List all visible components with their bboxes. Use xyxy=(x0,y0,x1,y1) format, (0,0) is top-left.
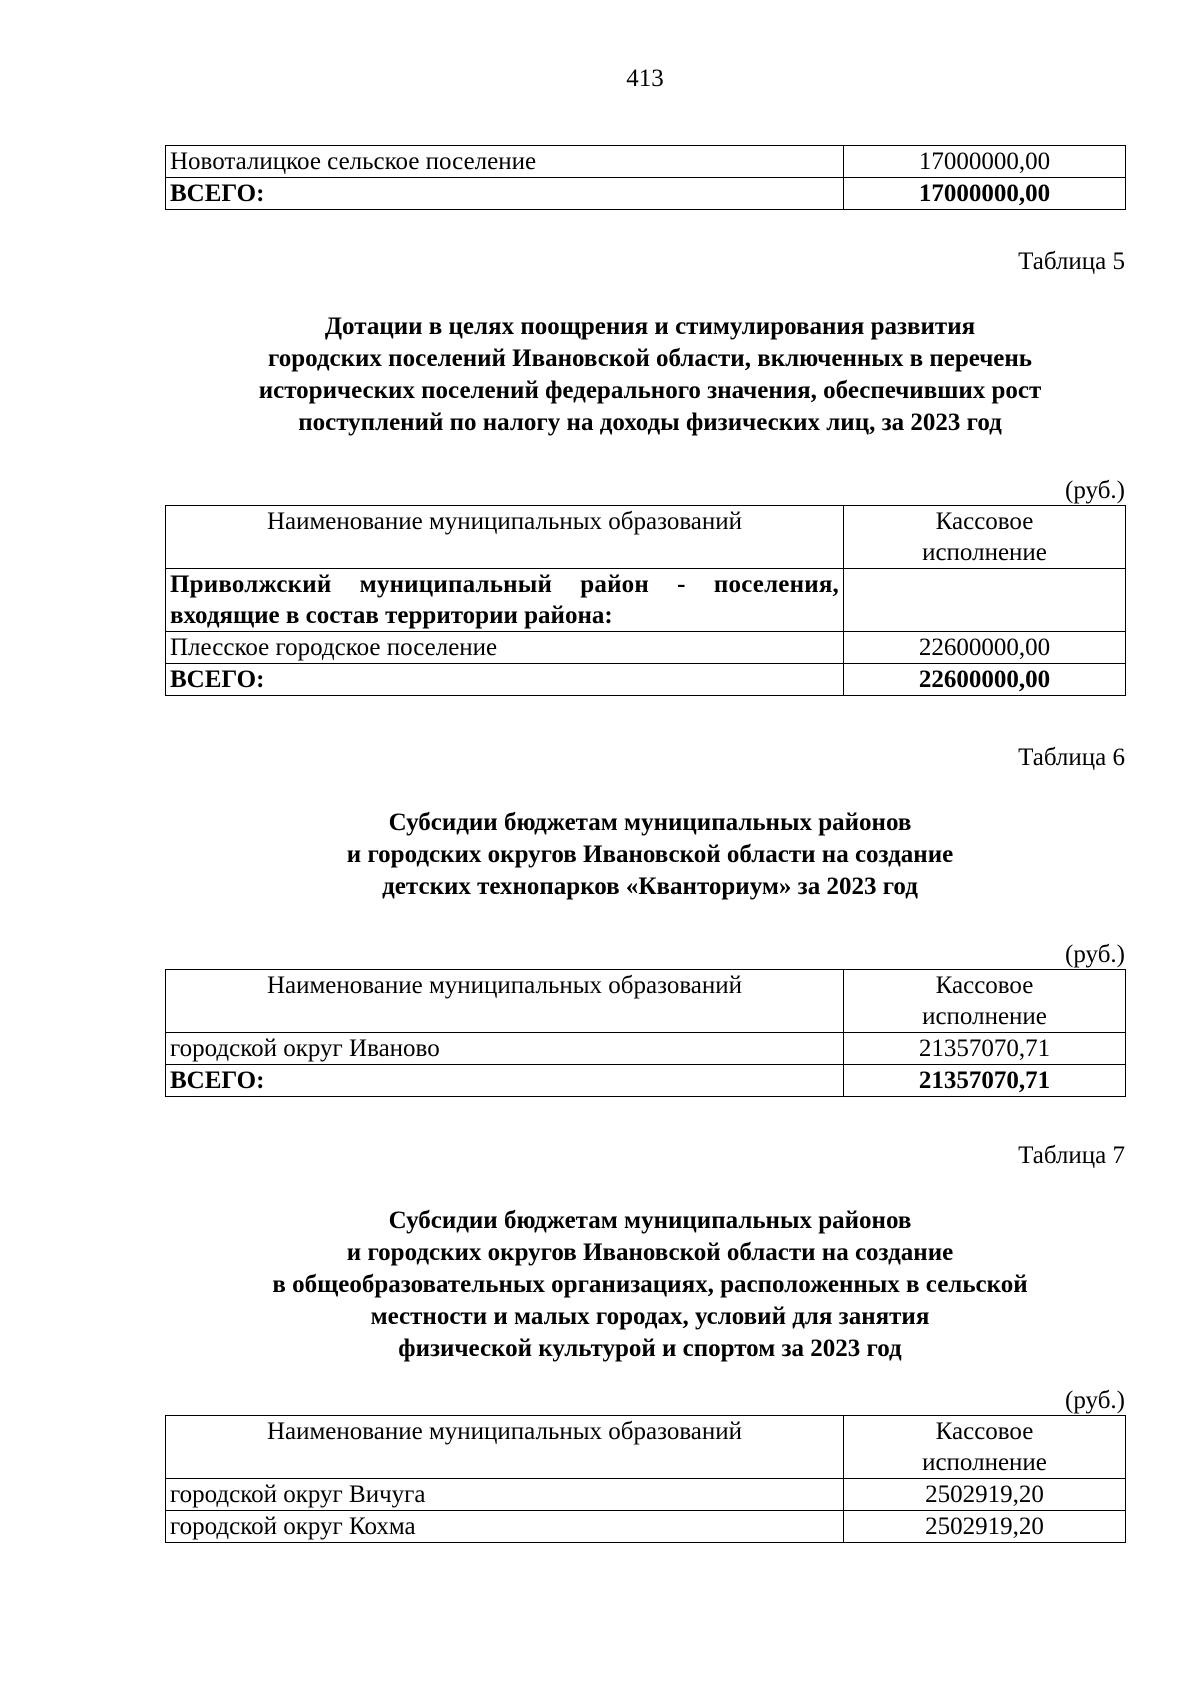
row-name: Новоталицкое сельское поселение xyxy=(166,146,844,178)
row-value: 21357070,71 xyxy=(844,1033,1126,1065)
row-name: городской округ Вичуга xyxy=(166,1479,844,1511)
header-value xyxy=(844,1416,1126,1479)
table7-unit: (руб.) xyxy=(1065,1387,1125,1414)
header-name: Наименование муниципальных образований xyxy=(166,970,844,1033)
table7-label: Таблица 7 xyxy=(1018,1142,1125,1169)
total-value: 21357070,71 xyxy=(844,1065,1126,1097)
title-line: местности и малых городах, условий для занятия xyxy=(370,1303,930,1330)
header-value-line: Кассовое xyxy=(935,1418,1034,1445)
total-row xyxy=(166,664,1126,696)
title-line: Субсидии бюджетам муниципальных районов xyxy=(388,1207,912,1234)
group-line: входящие в состав территории района: xyxy=(170,602,613,629)
group-value xyxy=(844,569,1126,632)
group-row xyxy=(166,569,1126,632)
total-label: ВСЕГО: xyxy=(166,664,844,696)
table6-label: Таблица 6 xyxy=(1018,744,1125,771)
total-row xyxy=(166,1065,1126,1097)
table-row xyxy=(166,632,1126,664)
title-line: физической культурой и спортом за 2023 год xyxy=(398,1335,902,1362)
header-value-line: Кассовое xyxy=(935,508,1034,535)
table-row xyxy=(166,1511,1126,1543)
group-line: Приволжский муниципальный район - поселения, xyxy=(170,571,839,598)
header-value xyxy=(844,970,1126,1033)
table5 xyxy=(165,505,1125,696)
row-name: Плесское городское поселение xyxy=(166,632,844,664)
title-line: в общеобразовательных организациях, расположенных в сельской xyxy=(272,1271,1028,1298)
table5-title xyxy=(140,311,1160,439)
title-line: исторических поселений федерального значения, обеспечивших рост xyxy=(258,377,1042,404)
table7-title xyxy=(140,1205,1160,1365)
table-header xyxy=(166,506,1126,569)
header-value-line: исполнение xyxy=(922,1449,1047,1476)
total-value: 17000000,00 xyxy=(844,178,1126,210)
table6-unit: (руб.) xyxy=(1065,941,1125,968)
table7 xyxy=(165,1415,1125,1543)
title-line: и городских округов Ивановской области на создание xyxy=(346,1239,954,1266)
table-row xyxy=(166,1033,1126,1065)
header-value-line: исполнение xyxy=(922,539,1047,566)
row-name: городской округ Кохма xyxy=(166,1511,844,1543)
row-value: 22600000,00 xyxy=(844,632,1126,664)
row-value: 2502919,20 xyxy=(844,1511,1126,1543)
header-name: Наименование муниципальных образований xyxy=(166,506,844,569)
group-label xyxy=(166,569,844,632)
table-row xyxy=(166,1479,1126,1511)
total-label: ВСЕГО: xyxy=(166,1065,844,1097)
title-line: поступлений по налогу на доходы физических лиц, за 2023 год xyxy=(298,409,1002,436)
row-value: 2502919,20 xyxy=(844,1479,1126,1511)
total-label: ВСЕГО: xyxy=(166,178,844,210)
table6 xyxy=(165,969,1125,1097)
title-line: Дотации в целях поощрения и стимулирования развития xyxy=(324,313,976,340)
table6-title xyxy=(140,807,1160,903)
page-number: 413 xyxy=(626,65,664,92)
total-value: 22600000,00 xyxy=(844,664,1126,696)
row-value: 17000000,00 xyxy=(844,146,1126,178)
total-row xyxy=(166,178,1126,210)
header-value-line: Кассовое xyxy=(935,972,1034,999)
row-name: городской округ Иваново xyxy=(166,1033,844,1065)
header-value-line: исполнение xyxy=(922,1003,1047,1030)
title-line: Субсидии бюджетам муниципальных районов xyxy=(388,809,912,836)
table-row xyxy=(166,146,1126,178)
table-header xyxy=(166,970,1126,1033)
continuation-table xyxy=(165,145,1125,210)
title-line: и городских округов Ивановской области на создание xyxy=(346,841,954,868)
header-name: Наименование муниципальных образований xyxy=(166,1416,844,1479)
title-line: детских технопарков «Кванториум» за 2023 год xyxy=(382,873,918,900)
table5-label: Таблица 5 xyxy=(1018,248,1125,275)
title-line: городских поселений Ивановской области, включенных в перечень xyxy=(267,345,1033,372)
table5-unit: (руб.) xyxy=(1065,477,1125,504)
table-header xyxy=(166,1416,1126,1479)
header-value xyxy=(844,506,1126,569)
